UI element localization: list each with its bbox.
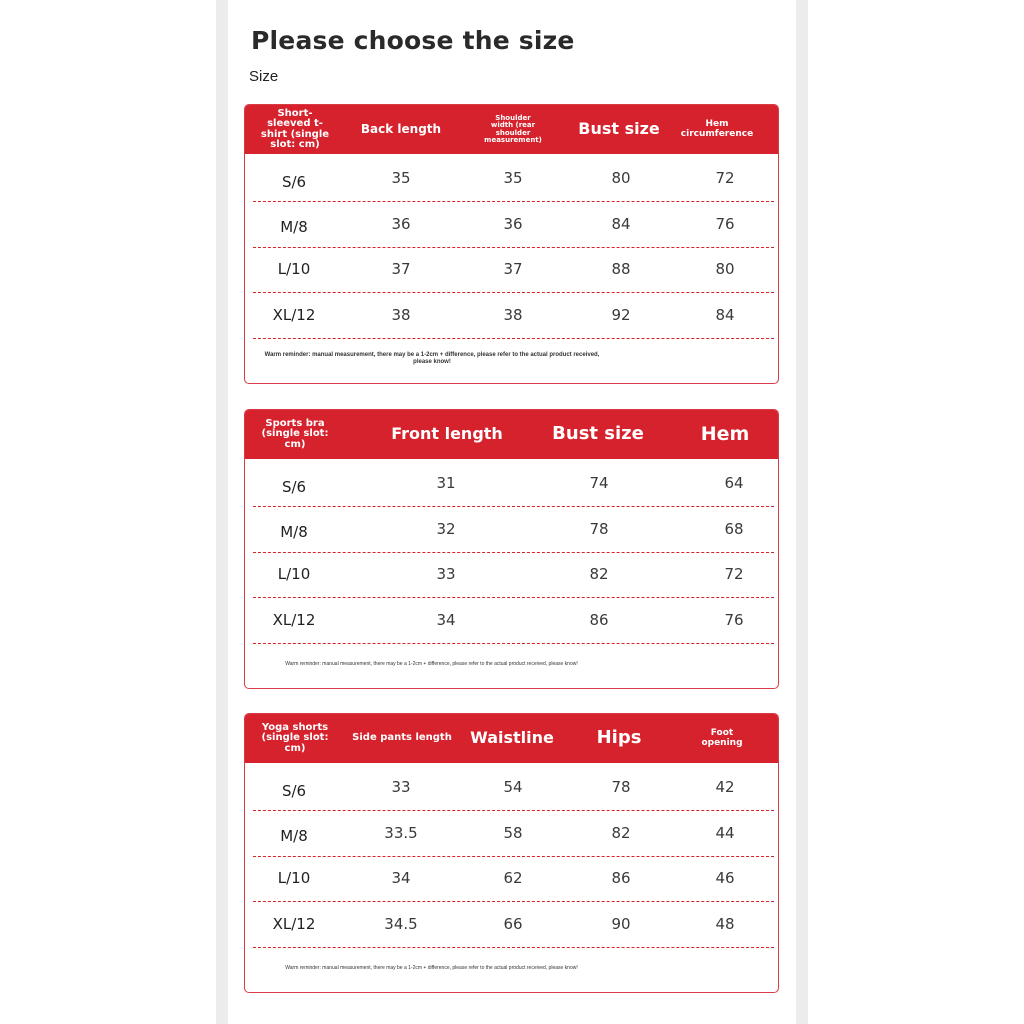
table-row bbox=[253, 202, 774, 248]
value-cell: 38 bbox=[391, 306, 411, 324]
table-row bbox=[253, 461, 774, 507]
header-cell: Foot opening bbox=[701, 728, 743, 748]
value-cell: 46 bbox=[715, 869, 735, 887]
value-cell: 35 bbox=[503, 169, 523, 187]
header-cell: Side pants length bbox=[352, 732, 452, 744]
size-chart-page bbox=[228, 0, 796, 1024]
size-cell: S/6 bbox=[281, 173, 307, 191]
header-cell: Front length bbox=[391, 424, 503, 444]
value-cell: 86 bbox=[611, 869, 631, 887]
value-cell: 88 bbox=[611, 260, 631, 278]
size-cell: M/8 bbox=[280, 827, 308, 845]
header-cell: Shoulder width (rear shoulder measurement) bbox=[484, 113, 542, 144]
value-cell: 74 bbox=[589, 474, 609, 492]
table-row bbox=[253, 247, 774, 293]
value-cell: 78 bbox=[589, 520, 609, 538]
value-cell: 86 bbox=[589, 611, 609, 629]
header-cell: Hem circumference bbox=[680, 119, 754, 139]
value-cell: 44 bbox=[715, 824, 735, 842]
header-cell: Hips bbox=[596, 727, 642, 749]
value-cell: 54 bbox=[503, 778, 523, 796]
value-cell: 34.5 bbox=[384, 915, 418, 933]
left-gutter bbox=[216, 0, 228, 1024]
value-cell: 32 bbox=[436, 520, 456, 538]
value-cell: 76 bbox=[724, 611, 744, 629]
header-cell: Waistline bbox=[470, 728, 554, 748]
value-cell: 80 bbox=[611, 169, 631, 187]
value-cell: 84 bbox=[611, 215, 631, 233]
value-cell: 42 bbox=[715, 778, 735, 796]
value-cell: 48 bbox=[715, 915, 735, 933]
value-cell: 37 bbox=[503, 260, 523, 278]
warm-reminder-note: Warm reminder: manual measurement, there may be a 1-2cm + difference, please refer to the actual product received, please know! bbox=[285, 965, 578, 971]
value-cell: 82 bbox=[611, 824, 631, 842]
value-cell: 33.5 bbox=[384, 824, 418, 842]
value-cell: 37 bbox=[391, 260, 411, 278]
size-cell: S/6 bbox=[281, 478, 307, 496]
value-cell: 36 bbox=[503, 215, 523, 233]
value-cell: 34 bbox=[436, 611, 456, 629]
value-cell: 72 bbox=[715, 169, 735, 187]
value-cell: 82 bbox=[589, 565, 609, 583]
size-cell: XL/12 bbox=[272, 611, 316, 629]
size-cell: S/6 bbox=[281, 782, 307, 800]
table-row bbox=[253, 552, 774, 598]
value-cell: 66 bbox=[503, 915, 523, 933]
header-cell-category: Yoga shorts (single slot: cm) bbox=[261, 721, 329, 754]
value-cell: 38 bbox=[503, 306, 523, 324]
value-cell: 36 bbox=[391, 215, 411, 233]
page-subtitle: Size bbox=[249, 68, 279, 85]
page-title: Please choose the size bbox=[251, 26, 575, 55]
value-cell: 64 bbox=[724, 474, 744, 492]
value-cell: 80 bbox=[715, 260, 735, 278]
size-cell: XL/12 bbox=[272, 915, 316, 933]
value-cell: 34 bbox=[391, 869, 411, 887]
value-cell: 76 bbox=[715, 215, 735, 233]
sports-bra-size-table bbox=[244, 409, 779, 689]
size-cell: M/8 bbox=[280, 523, 308, 541]
value-cell: 58 bbox=[503, 824, 523, 842]
header-cell: Bust size bbox=[552, 423, 644, 445]
table-row bbox=[253, 902, 774, 948]
value-cell: 92 bbox=[611, 306, 631, 324]
value-cell: 72 bbox=[724, 565, 744, 583]
value-cell: 31 bbox=[436, 474, 456, 492]
value-cell: 78 bbox=[611, 778, 631, 796]
warm-reminder-note: Warm reminder: manual measurement, there may be a 1-2cm + difference, please refer to the actual product received, please know! bbox=[264, 352, 600, 365]
table-row bbox=[253, 156, 774, 202]
size-cell: XL/12 bbox=[272, 306, 316, 324]
table-header bbox=[245, 714, 778, 763]
table-row bbox=[253, 507, 774, 553]
warm-reminder-note: Warm reminder: manual measurement, there may be a 1-2cm + difference, please refer to the actual product received, please know! bbox=[285, 661, 578, 667]
tshirt-size-table bbox=[244, 104, 779, 384]
size-cell: L/10 bbox=[277, 260, 311, 278]
header-cell: Back length bbox=[360, 122, 442, 137]
value-cell: 62 bbox=[503, 869, 523, 887]
size-cell: L/10 bbox=[277, 869, 311, 887]
value-cell: 33 bbox=[391, 778, 411, 796]
header-cell: Hem bbox=[700, 422, 750, 445]
table-header bbox=[245, 410, 778, 459]
value-cell: 90 bbox=[611, 915, 631, 933]
size-cell: L/10 bbox=[277, 565, 311, 583]
table-row bbox=[253, 765, 774, 811]
size-cell: M/8 bbox=[280, 218, 308, 236]
value-cell: 33 bbox=[436, 565, 456, 583]
header-cell-category: Short-sleeved t-shirt (single slot: cm) bbox=[260, 107, 330, 150]
value-cell: 35 bbox=[391, 169, 411, 187]
value-cell: 84 bbox=[715, 306, 735, 324]
right-gutter bbox=[796, 0, 808, 1024]
header-cell-category: Sports bra (single slot: cm) bbox=[261, 417, 329, 450]
table-row bbox=[253, 856, 774, 902]
table-row bbox=[253, 293, 774, 339]
value-cell: 68 bbox=[724, 520, 744, 538]
table-header bbox=[245, 105, 778, 154]
table-row bbox=[253, 811, 774, 857]
yoga-shorts-size-table bbox=[244, 713, 779, 993]
table-row bbox=[253, 598, 774, 644]
header-cell: Bust size bbox=[578, 119, 660, 139]
